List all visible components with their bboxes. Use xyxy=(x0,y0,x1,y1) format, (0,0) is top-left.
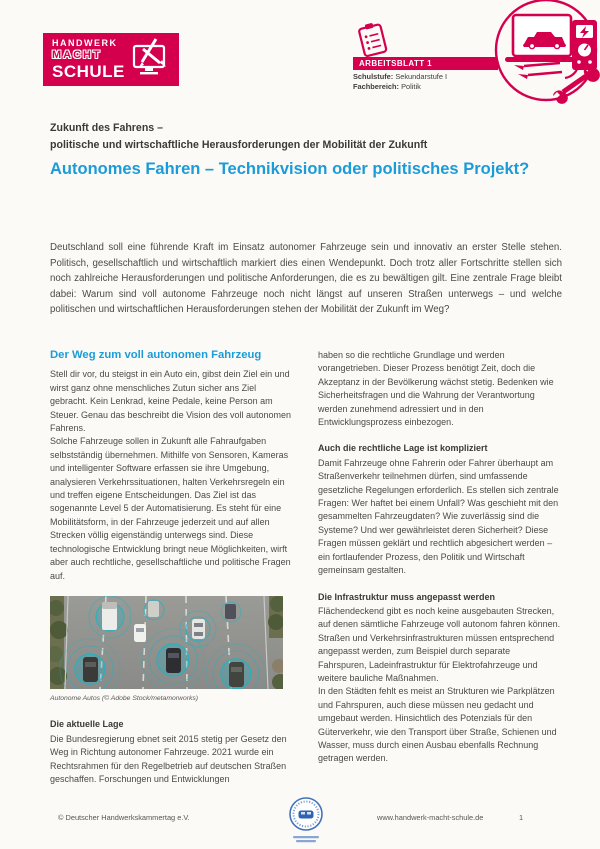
footer-url: www.handwerk-macht-schule.de xyxy=(377,813,484,822)
title-block xyxy=(50,120,562,180)
school-level-row xyxy=(353,72,447,82)
brand-logo xyxy=(43,33,179,86)
worksheet-badge: ARBEITSBLATT 1 xyxy=(353,57,498,70)
monitor-pencil-brush-icon xyxy=(131,36,175,83)
subheading-rechtliche-lage: Auch die rechtliche Lage ist kompliziert xyxy=(318,443,488,454)
right-paragraph-3: Flächendeckend gibt es noch keine ausgebauten Strecken, auf denen sämtliche Fahrzeuge voll autonom fahren können. Straßen und Verkehrsinfrastrukturen müssen entsprechend angepasst werden, zum Beispiel durch separate Fahrspuren, Ladeinfrastruktur für Elektrofahrzeuge und weitere bauliche Maßnahmen. xyxy=(318,605,561,683)
brand-logo-text xyxy=(52,39,125,80)
subheading-infrastruktur: Die Infrastruktur muss angepasst werden xyxy=(318,591,496,602)
footer-emblem-logo xyxy=(286,796,326,846)
right-paragraph-4: In den Städten fehlt es meist an Strukturen wie Parkplätzen und Fahrspuren, auch diese müssen neu gedacht und umgebaut werden. Hinsichtlich des Potenzials für den Güterverkehr, wie den Transport über Straße, Schienen und Wasser, muss durch einen Ausbau ebenfalls Rechnung getragen werden. xyxy=(318,686,557,764)
brand-word-handwerk: HANDWERK xyxy=(52,38,118,48)
left-column xyxy=(50,349,293,786)
subheading-aktuelle-lage: Die aktuelle Lage xyxy=(50,719,124,730)
section-heading-weg: Der Weg zum voll autonomen Fahrzeug xyxy=(50,349,262,361)
subject-value: Politik xyxy=(401,81,421,91)
left-paragraph-1: Stell dir vor, du steigst in ein Auto ein, gibst dein Ziel ein und wirst ganz ohne menschliches Zutun sicher ans Ziel gebracht. Kein Lenkrad, keine Pedale, keine Person am Steuer. Genau das beschreibt die Vision des voll autonomen Fahrens. xyxy=(50,369,291,434)
photo-caption: Autonome Autos (© Adobe Stock/metamorworks) xyxy=(50,694,199,702)
school-level-label: Schulstufe: xyxy=(353,72,394,81)
footer-page-number: 1 xyxy=(519,813,524,822)
left-paragraph-3: Die Bundesregierung ebnet seit 2015 stetig per Gesetz den Weg in Richtung autonomer Fahrzeuge. 2021 wurde ein Rechtsrahmen für den Regelbetrieb auf deutschen Straßen geschaffen. Forschungen und Entwicklungen xyxy=(50,733,287,784)
subject-row xyxy=(353,82,447,92)
kicker-line-1: Zukunft des Fahrens – xyxy=(50,122,164,134)
worksheet-meta xyxy=(353,72,447,91)
intro-paragraph: Deutschland soll eine führende Kraft im Einsatz autonomer Fahrzeuge sein und innovativ an erster Stelle stehen. Politisch, gesellschaftlich und wirtschaftlich markiert dies einen Wendepunkt. Doch trotz aller Fortschritte stellen sich noch zahlreiche Herausforderungen und politische Anforderungen, die es zu bewältigen gilt. Eine zentrale Frage bleibt dabei: Warum sind voll autonome Fahrzeuge noch nicht längst auf unseren Straßen unterwegs – und welche politischen und wirtschaftlichen Herausforderungen stehen der Mobilität der Zukunft im Weg? xyxy=(50,242,562,316)
subject-label: Fachbereich: xyxy=(353,81,400,91)
content-columns xyxy=(50,349,562,786)
brand-word-macht: MACHT xyxy=(52,49,102,61)
footer-copyright: © Deutscher Handwerkskammertag e.V. xyxy=(58,813,190,822)
right-paragraph-1: haben so die rechtliche Grundlage und werden vorangetrieben. Dieser Prozess benötigt Zeit, doch die Akzeptanz in der Bevölkerung wächst stetig. Bedenken wie Sicherheitsfragen und die Wahrung der Verantwortung werden zunehmend adressiert und in den Entwicklungsprozess einbezogen. xyxy=(318,350,554,428)
school-level-value: Sekundarstufe I xyxy=(395,72,448,81)
left-paragraph-2: Solche Fahrzeuge sollen in Zukunft alle Fahraufgaben selbstständig übernehmen. Mithilfe von Sensoren, Kameras und intelligenter Software erfassen sie ihre Umgebung, analysieren Verkehrssituationen, halten Verkehrsregeln ein und treffen eigene Entscheidungen. Das Ziel ist das sogenannte Level 5 der Automatisierung. Es steht für eine Mobilitätsform, in der Fahrzeuge jederzeit und auf allen Strecken völlig eigenständig unterwegs sind. Diese technologische Entwicklung bringt neue Möglichkeiten, wirft aber auch rechtliche, gesellschaftliche und politische Fragen auf. xyxy=(50,436,291,581)
page-title: Autonomes Fahren – Technikvision oder politisches Projekt? xyxy=(50,160,530,178)
brand-word-schule: SCHULE xyxy=(52,62,125,81)
right-column xyxy=(318,349,561,786)
right-paragraph-2: Damit Fahrzeuge ohne Fahrerin oder Fahrer überhaupt am Straßenverkehr teilnehmen dürfen, sind umfassende gesetzliche Regelungen erforderlich. Es stellen sich zentrale Fragen: Wer haftet bei einem Unfall? Was geschieht mit den gesammelten Fahrzeugdaten? Wie zuverlässig sind die Systeme? Und wer gewährleistet deren Sicherheit? Diese Fragen müssen geklärt und rechtlich abgesichert werden – ein fortlaufender Prozess, den Politik und Wirtschaft gemeinsam gestalten. xyxy=(318,457,559,576)
autonomous-cars-photo xyxy=(50,596,283,689)
tools-circle-illustration xyxy=(488,0,600,113)
kicker-line-2: politische und wirtschaftliche Herausforderungen der Mobilität der Zukunft xyxy=(50,138,428,151)
